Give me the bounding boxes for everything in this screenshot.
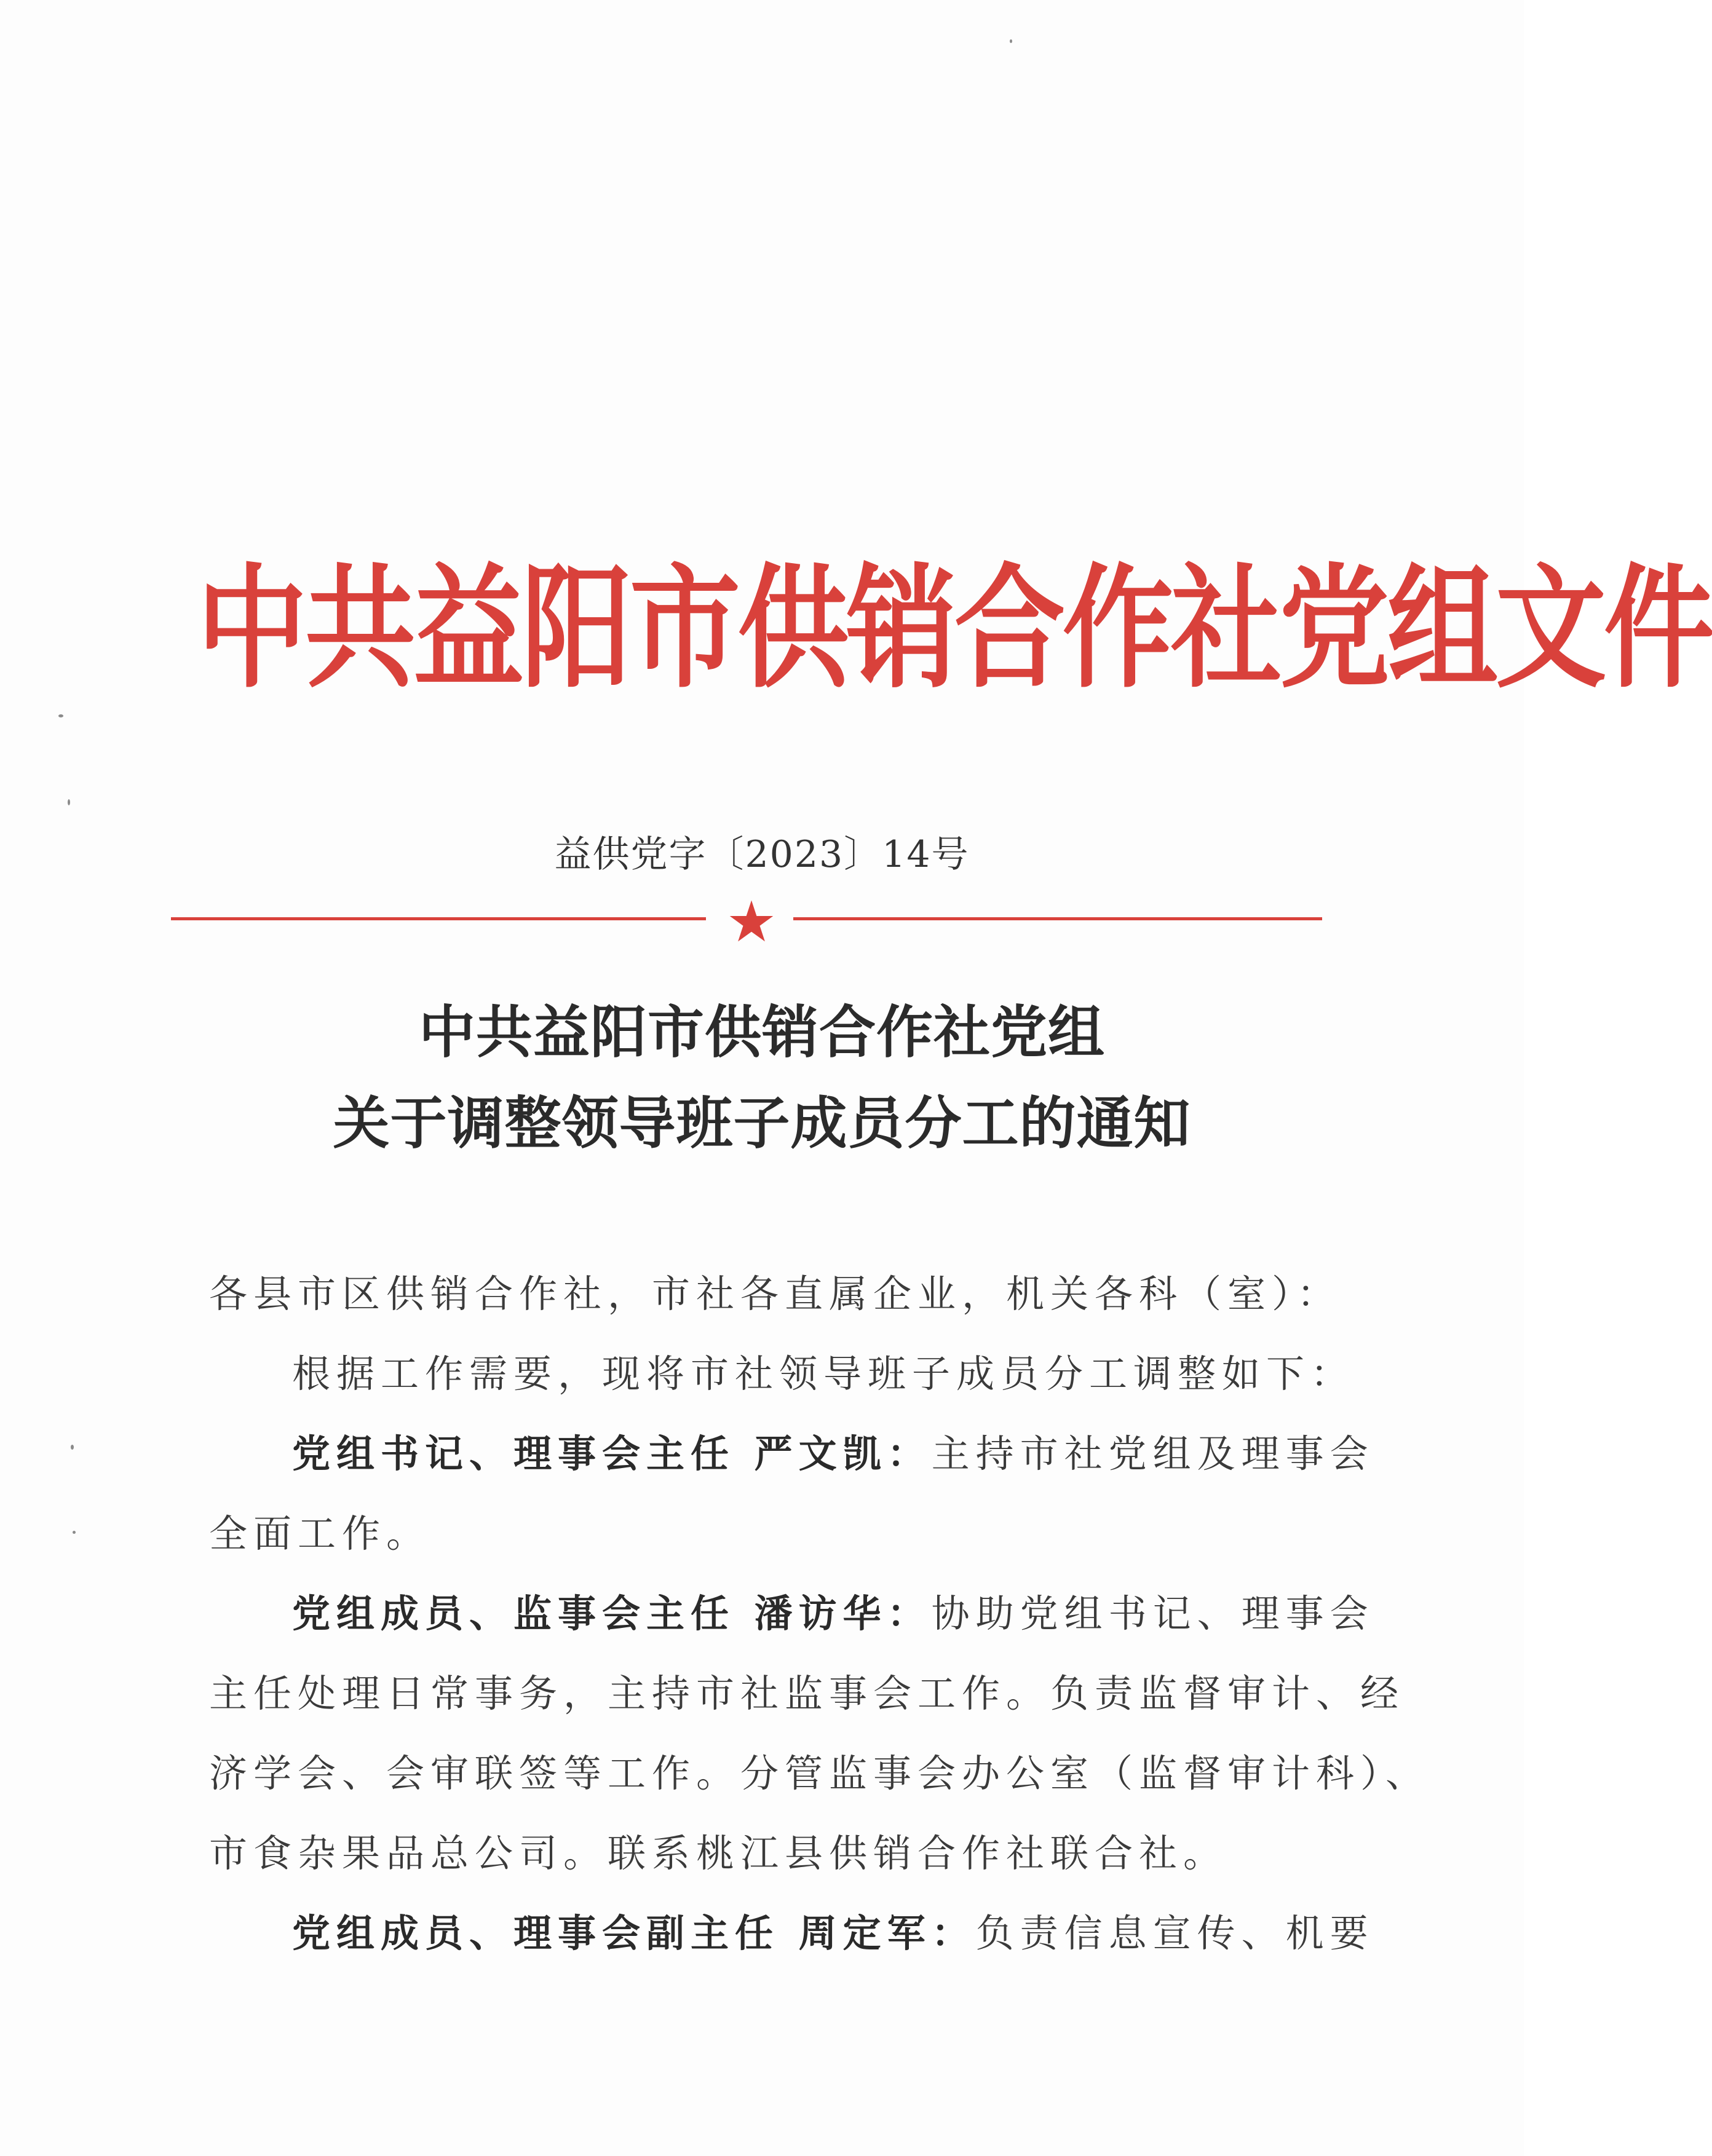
paragraph-1-line-2: 全面工作。 [209,1511,431,1556]
scan-speck [1010,39,1012,43]
red-divider-left [171,917,706,920]
red-star-icon: ★ [726,889,777,955]
scan-speck [58,714,63,717]
paragraph-2-line-3: 济学会、会审联签等工作。分管监事会办公室（监督审计科）、 [209,1751,1430,1796]
paragraph-text: 主持市社党组及理事会 [931,1431,1374,1476]
intro-paragraph: 根据工作需要，现将市社领导班子成员分工调整如下： [292,1351,1355,1396]
scan-speck [68,799,70,805]
addressee: 各县市区供销合作社，市社各直属企业，机关各科（室）： [209,1271,1342,1316]
paragraph-text: 协助党组书记、理事会 [931,1591,1374,1636]
red-divider-right [793,917,1322,920]
document-number: 益供党字〔2023〕14号 [554,833,970,876]
role-label: 党组成员、监事会主任 潘访华： [292,1591,932,1636]
role-label: 党组成员、理事会副主任 周定军： [292,1911,976,1956]
paragraph-3-line-1 [292,1893,1374,1973]
paragraph-2-line-4: 市食杂果品总公司。联系桃江县供销合作社联合社。 [209,1831,1228,1876]
role-label: 党组书记、理事会主任 严文凯： [292,1431,932,1476]
document-title-line1: 中共益阳市供销合作社党组 [418,1000,1105,1065]
document-masthead: 中共益阳市供销合作社党组文件 [197,552,1712,706]
paragraph-1-line-1 [292,1414,1374,1494]
paragraph-2-line-2: 主任处理日常事务，主持市社监事会工作。负责监督审计、经 [209,1671,1405,1716]
scan-speck [73,1531,76,1534]
document-title-line2: 关于调整领导班子成员分工的通知 [333,1091,1191,1156]
paragraph-2-line-1 [292,1574,1374,1654]
paragraph-text: 负责信息宣传、机要 [975,1911,1374,1956]
scan-speck [71,1445,74,1450]
